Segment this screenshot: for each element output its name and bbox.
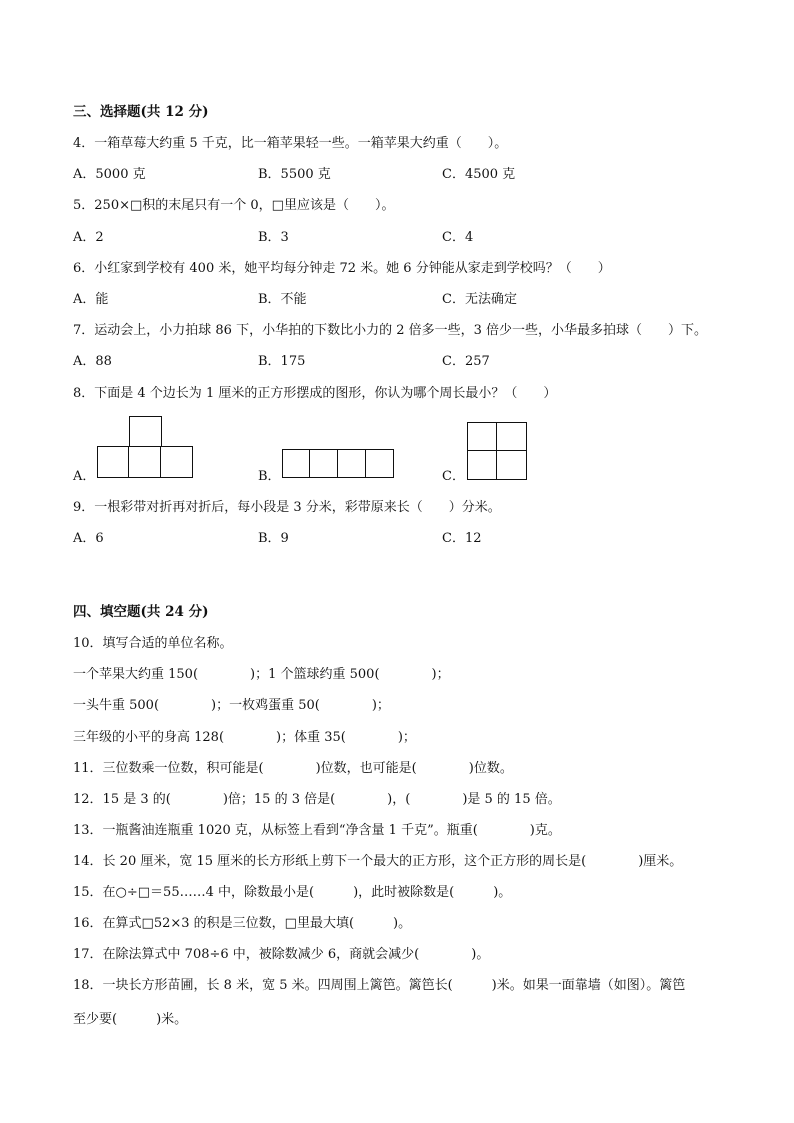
q10-line-1: 一个苹果大约重 150( )；1 个篮球约重 500( )； xyxy=(73,667,450,682)
q4-option-a[interactable]: A．5000 克 xyxy=(73,167,146,182)
q6-option-a[interactable]: A．能 xyxy=(73,292,109,307)
question-6: 6．小红家到学校有 400 米，她平均每分钟走 72 米。她 6 分钟能从家走到学校吗？（ ） xyxy=(73,261,611,276)
question-8: 8．下面是 4 个边长为 1 厘米的正方形摆成的图形，你认为哪个周长最小？（ ） xyxy=(73,386,557,401)
question-13: 13．一瓶酱油连瓶重 1020 克，从标签上看到“净含量 1 千克”。瓶重( )克。 xyxy=(73,823,561,838)
question-11: 11．三位数乘一位数，积可能是( )位数，也可能是( )位数。 xyxy=(73,761,513,776)
q6-option-b[interactable]: B．不能 xyxy=(258,292,307,307)
t-shape-figure xyxy=(97,416,193,478)
q5-option-b[interactable]: B．3 xyxy=(258,230,289,245)
q9-option-b[interactable]: B．9 xyxy=(258,531,289,546)
section-title-fill: 四、填空题(共 24 分) xyxy=(73,604,209,620)
question-14: 14．长 20 厘米，宽 15 厘米的长方形纸上剪下一个最大的正方形，这个正方形的周长是( )厘米。 xyxy=(73,854,683,869)
square-cell xyxy=(365,449,394,478)
q8-option-a[interactable]: A． xyxy=(73,469,96,484)
square-cell xyxy=(467,422,498,452)
square-cell xyxy=(282,449,311,478)
question-18: 18．一块长方形苗圃，长 8 米，宽 5 米。四周围上篱笆。篱笆长( )米。如果一面靠墙（如图）。篱笆 xyxy=(73,978,686,993)
question-12: 12．15 是 3 的( )倍；15 的 3 倍是( )，( )是 5 的 15 倍。 xyxy=(73,792,561,807)
q8-option-b[interactable]: B． xyxy=(258,469,281,484)
square-cell xyxy=(496,450,527,480)
q7-option-b[interactable]: B．175 xyxy=(258,354,306,369)
q5-option-a[interactable]: A．2 xyxy=(73,230,104,245)
square-cell xyxy=(467,450,498,480)
question-9: 9．一根彩带对折再对折后，每小段是 3 分米，彩带原来长（ ）分米。 xyxy=(73,500,501,515)
q6-option-c[interactable]: C．无法确定 xyxy=(442,292,517,307)
square-cell xyxy=(160,446,193,478)
q10-line-3: 三年级的小平的身高 128( )；体重 35( )； xyxy=(73,730,416,745)
question-4: 4．一箱草莓大约重 5 千克，比一箱苹果轻一些。一箱苹果大约重（ ）。 xyxy=(73,136,508,151)
square-cell xyxy=(337,449,366,478)
square-cell xyxy=(129,416,162,448)
square-cell xyxy=(128,446,162,478)
q4-option-c[interactable]: C．4500 克 xyxy=(442,167,516,182)
q4-option-b[interactable]: B．5500 克 xyxy=(258,167,331,182)
question-7: 7．运动会上，小力拍球 86 下，小华拍的下数比小力的 2 倍多一些，3 倍少一些，小华最多拍球（ ）下。 xyxy=(73,323,708,338)
section-title-choice: 三、选择题(共 12 分) xyxy=(73,104,209,120)
q9-option-a[interactable]: A．6 xyxy=(73,531,104,546)
square-cell xyxy=(97,446,130,478)
question-16: 16．在算式□52×3 的积是三位数，□里最大填( )。 xyxy=(73,916,412,931)
question-17: 17．在除法算式中 708÷6 中，被除数减少 6，商就会减少( )。 xyxy=(73,947,490,962)
square-cell xyxy=(309,449,338,478)
square-cell xyxy=(496,422,527,452)
question-5: 5．250×□积的末尾只有一个 0，□里应该是（ ）。 xyxy=(73,198,395,213)
q5-option-c[interactable]: C．4 xyxy=(442,230,474,245)
square-shape-figure xyxy=(467,422,527,480)
question-15: 15．在○÷□＝55……4 中，除数最小是( )，此时被除数是( )。 xyxy=(73,885,512,900)
question-10: 10．填写合适的单位名称。 xyxy=(73,636,233,651)
q7-option-c[interactable]: C．257 xyxy=(442,354,490,369)
q18-line-2: 至少要( )米。 xyxy=(73,1012,188,1027)
q8-option-c[interactable]: C． xyxy=(442,469,465,484)
q7-option-a[interactable]: A．88 xyxy=(73,354,112,369)
row-shape-figure xyxy=(282,449,394,478)
q10-line-2: 一头牛重 500( )；一枚鸡蛋重 50( )； xyxy=(73,698,390,713)
q9-option-c[interactable]: C．12 xyxy=(442,531,482,546)
